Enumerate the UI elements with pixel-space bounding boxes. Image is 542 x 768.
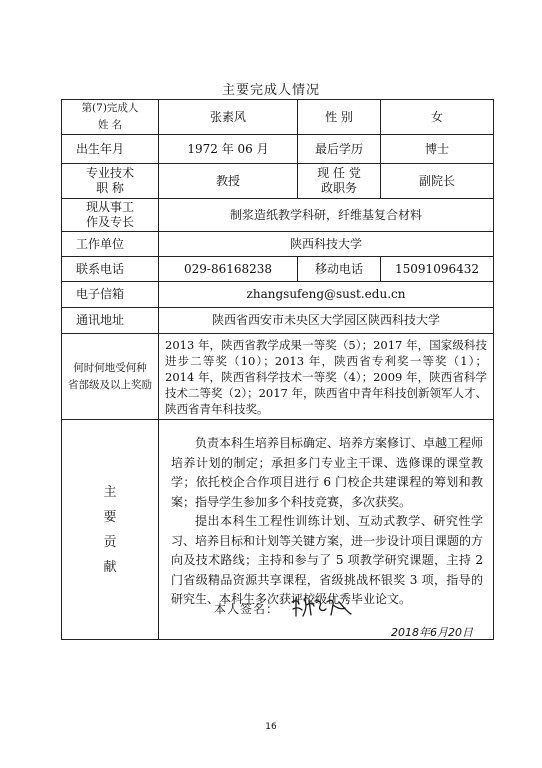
contribution-char: 贡 bbox=[103, 534, 117, 550]
personnel-form-table bbox=[61, 99, 494, 640]
awards-value: 2013 年，陕西省教学成果一等奖（5）；2017 年，国家级科技进步二等奖（10）；2013 年，陕西省专利奖一等奖（1）；2014 年，陕西省科学技术一等奖（4）；2009 年，陕西省科学技术二等奖（2）；2017 年，陕西省中青年科技创新领军人才、陕西省青年科技奖。 bbox=[159, 334, 494, 420]
phone-label: 联系电话 bbox=[62, 257, 159, 282]
name-value: 张素风 bbox=[159, 100, 298, 135]
address-label: 通讯地址 bbox=[62, 308, 159, 334]
name-label: 第(7)完成人 姓 名 bbox=[62, 100, 159, 135]
mobile-value: 15091096432 bbox=[381, 257, 494, 282]
handwritten-signature bbox=[289, 596, 355, 618]
gender-label: 性 别 bbox=[298, 100, 381, 135]
gender-value: 女 bbox=[381, 100, 494, 135]
title-value: 教授 bbox=[159, 164, 298, 199]
phone-value: 029-86168238 bbox=[159, 257, 298, 282]
contribution-cell bbox=[159, 420, 494, 640]
page-number: 16 bbox=[265, 722, 277, 732]
education-value: 博士 bbox=[381, 135, 494, 164]
field-value: 制浆造纸教学科研，纤维基复合材料 bbox=[159, 199, 494, 232]
birth-value: 1972 年 06 月 bbox=[159, 135, 298, 164]
signature-label: 本人签名： bbox=[214, 602, 280, 616]
contribution-char: 要 bbox=[103, 509, 117, 525]
post-value: 副院长 bbox=[381, 164, 494, 199]
unit-label: 工作单位 bbox=[62, 232, 159, 257]
contribution-label bbox=[62, 420, 159, 640]
email-value: zhangsufeng@sust.edu.cn bbox=[159, 282, 494, 308]
post-label: 现 任 党 政职务 bbox=[298, 164, 381, 199]
title-label: 专业技术 职 称 bbox=[62, 164, 159, 199]
field-label: 现从事工 作及专长 bbox=[62, 199, 159, 232]
mobile-label: 移动电话 bbox=[298, 257, 381, 282]
contribution-paragraph-1: 负责本科生培养目标确定、培养方案修订、卓越工程师培养计划的制定；承担多门专业主干课、选修课的课堂教学；依托校企合作项目进行 6 门校企共建课程的筹划和教案；指导学生参加多个科技竞赛，多次获奖。 bbox=[171, 436, 484, 509]
contribution-char: 献 bbox=[103, 559, 117, 575]
email-label: 电子信箱 bbox=[62, 282, 159, 308]
birth-label: 出生年月 bbox=[62, 135, 159, 164]
form-title: 主要完成人情况 bbox=[221, 83, 320, 98]
contribution-char: 主 bbox=[103, 484, 117, 500]
education-label: 最后学历 bbox=[298, 135, 381, 164]
address-value: 陕西省西安市未央区大学园区陕西科技大学 bbox=[159, 308, 494, 334]
awards-label: 何时何地受何种 省部级及以上奖励 bbox=[62, 334, 159, 420]
contribution-paragraph-2: 提出本科生工程性训练计划、互动式教学、研究性学习、培养目标和计划等关键方案，进一步设计项目课题的方向及技术路线；主持和参与了 5 项教学研究课题，主持 2 门省级精品资源共享课程，省级挑战杯银奖 3 项，指导的研究生、本科生多次获评校级优秀毕业论文。 bbox=[171, 514, 484, 606]
unit-value: 陕西科技大学 bbox=[159, 232, 494, 257]
signature-date: 2018年6月20日 bbox=[391, 626, 473, 639]
